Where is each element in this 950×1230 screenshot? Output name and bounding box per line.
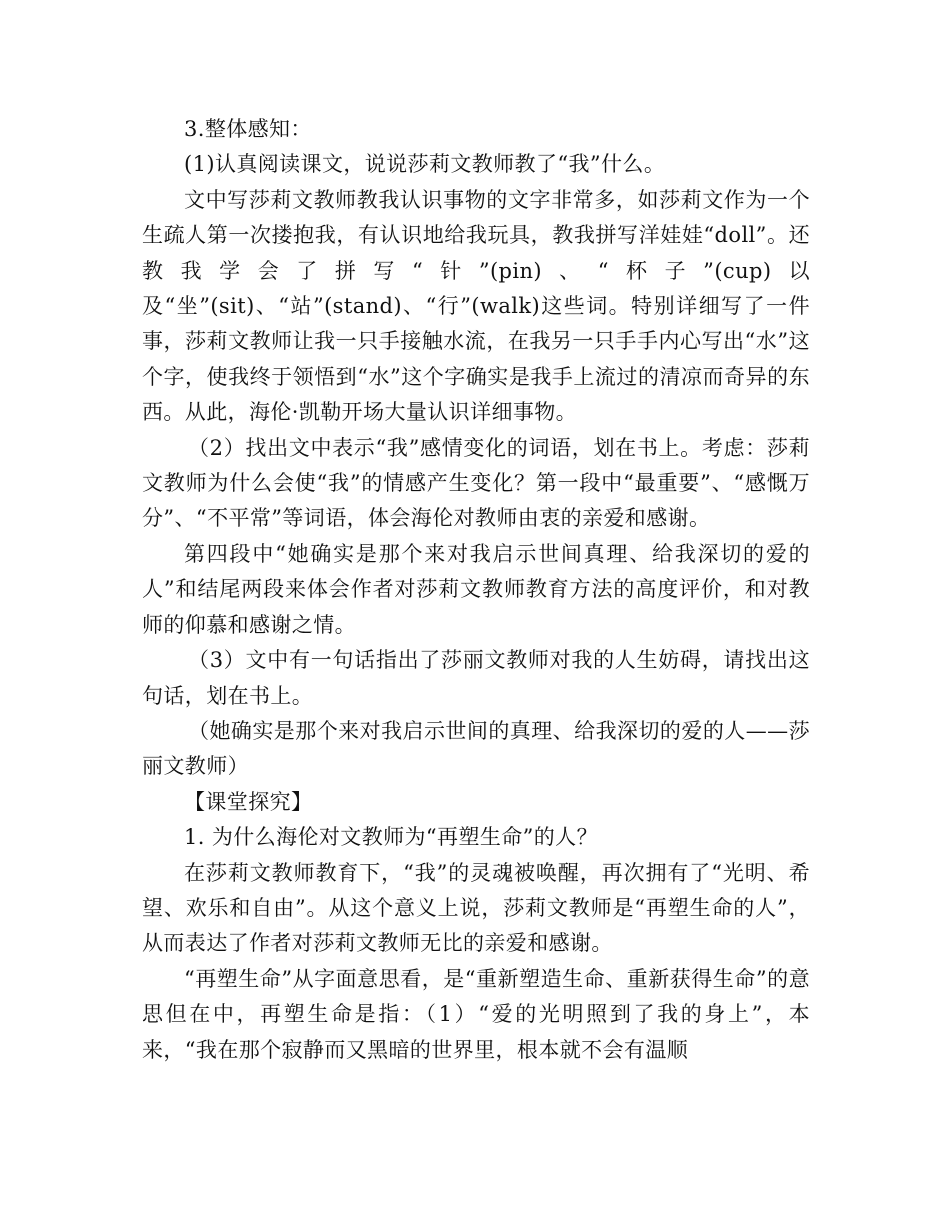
- document-body: [142, 112, 810, 1068]
- question-2: （2）找出文中表示“我”感情变化的词语，划在书上。考虑：莎莉文教师为什么会使“我”的情感产生变化？第一段中“最重要”、“感慨万分”、“不平常”等词语，体会海伦对教师由衷的亲爱和感谢。: [142, 435, 810, 531]
- question-3: （3）文中有一句话指出了莎丽文教师对我的人生妨碍，请找出这句话，划在书上。: [142, 648, 810, 708]
- question-1: (1)认真阅读课文，说说莎莉文教师教了“我”什么。: [184, 152, 666, 177]
- answer-paragraph: 第四段中“她确实是那个来对我启示世间真理、给我深切的爱的人”和结尾两段来体会作者对莎莉文教师教育方法的高度评价，和对教师的仰慕和感谢之情。: [142, 541, 810, 637]
- section-heading: 【课堂探究】: [184, 789, 313, 814]
- answer-paragraph: “再塑生命”从字面意思看，是“重新塑造生命、重新获得生命”的意思但在中，再塑生命是指：（1）“爱的光明照到了我的身上”，本来，“我在那个寂静而又黑暗的世界里，根本就不会有温顺: [142, 966, 810, 1062]
- section-heading: 3.整体感知：: [184, 117, 312, 141]
- question-heading: 1. 为什么海伦对文教师为“再塑生命”的人？: [184, 825, 598, 850]
- answer-paragraph: 文中写莎莉文教师教我认识事物的文字非常多，如莎莉文作为一个生疏人第一次搂抱我，有认识地给我玩具，教我拼写洋娃娃“doll”。还教我学会了拼写“针”(pin)、“杯子”(cup)以及“坐”(sit)、“站”(stand)、“行”(walk)这些词。特别详细写了一件事，莎莉文教师让我一只手接触水流，在我另一只手手内心写出“水”这个字，使我终于领悟到“水”这个字确实是我手上流过的清凉而奇异的东西。从此，海伦·凯勒开场大量认识详细事物。: [142, 187, 810, 425]
- answer-paragraph: 在莎莉文教师教育下，“我”的灵魂被唤醒，再次拥有了“光明、希望、欢乐和自由”。从这个意义上说，莎莉文教师是“再塑生命的人”，从而表达了作者对莎莉文教师无比的亲爱和感谢。: [142, 860, 810, 956]
- answer-paragraph: （她确实是那个来对我启示世间的真理、给我深切的爱的人——莎丽文教师）: [142, 718, 810, 779]
